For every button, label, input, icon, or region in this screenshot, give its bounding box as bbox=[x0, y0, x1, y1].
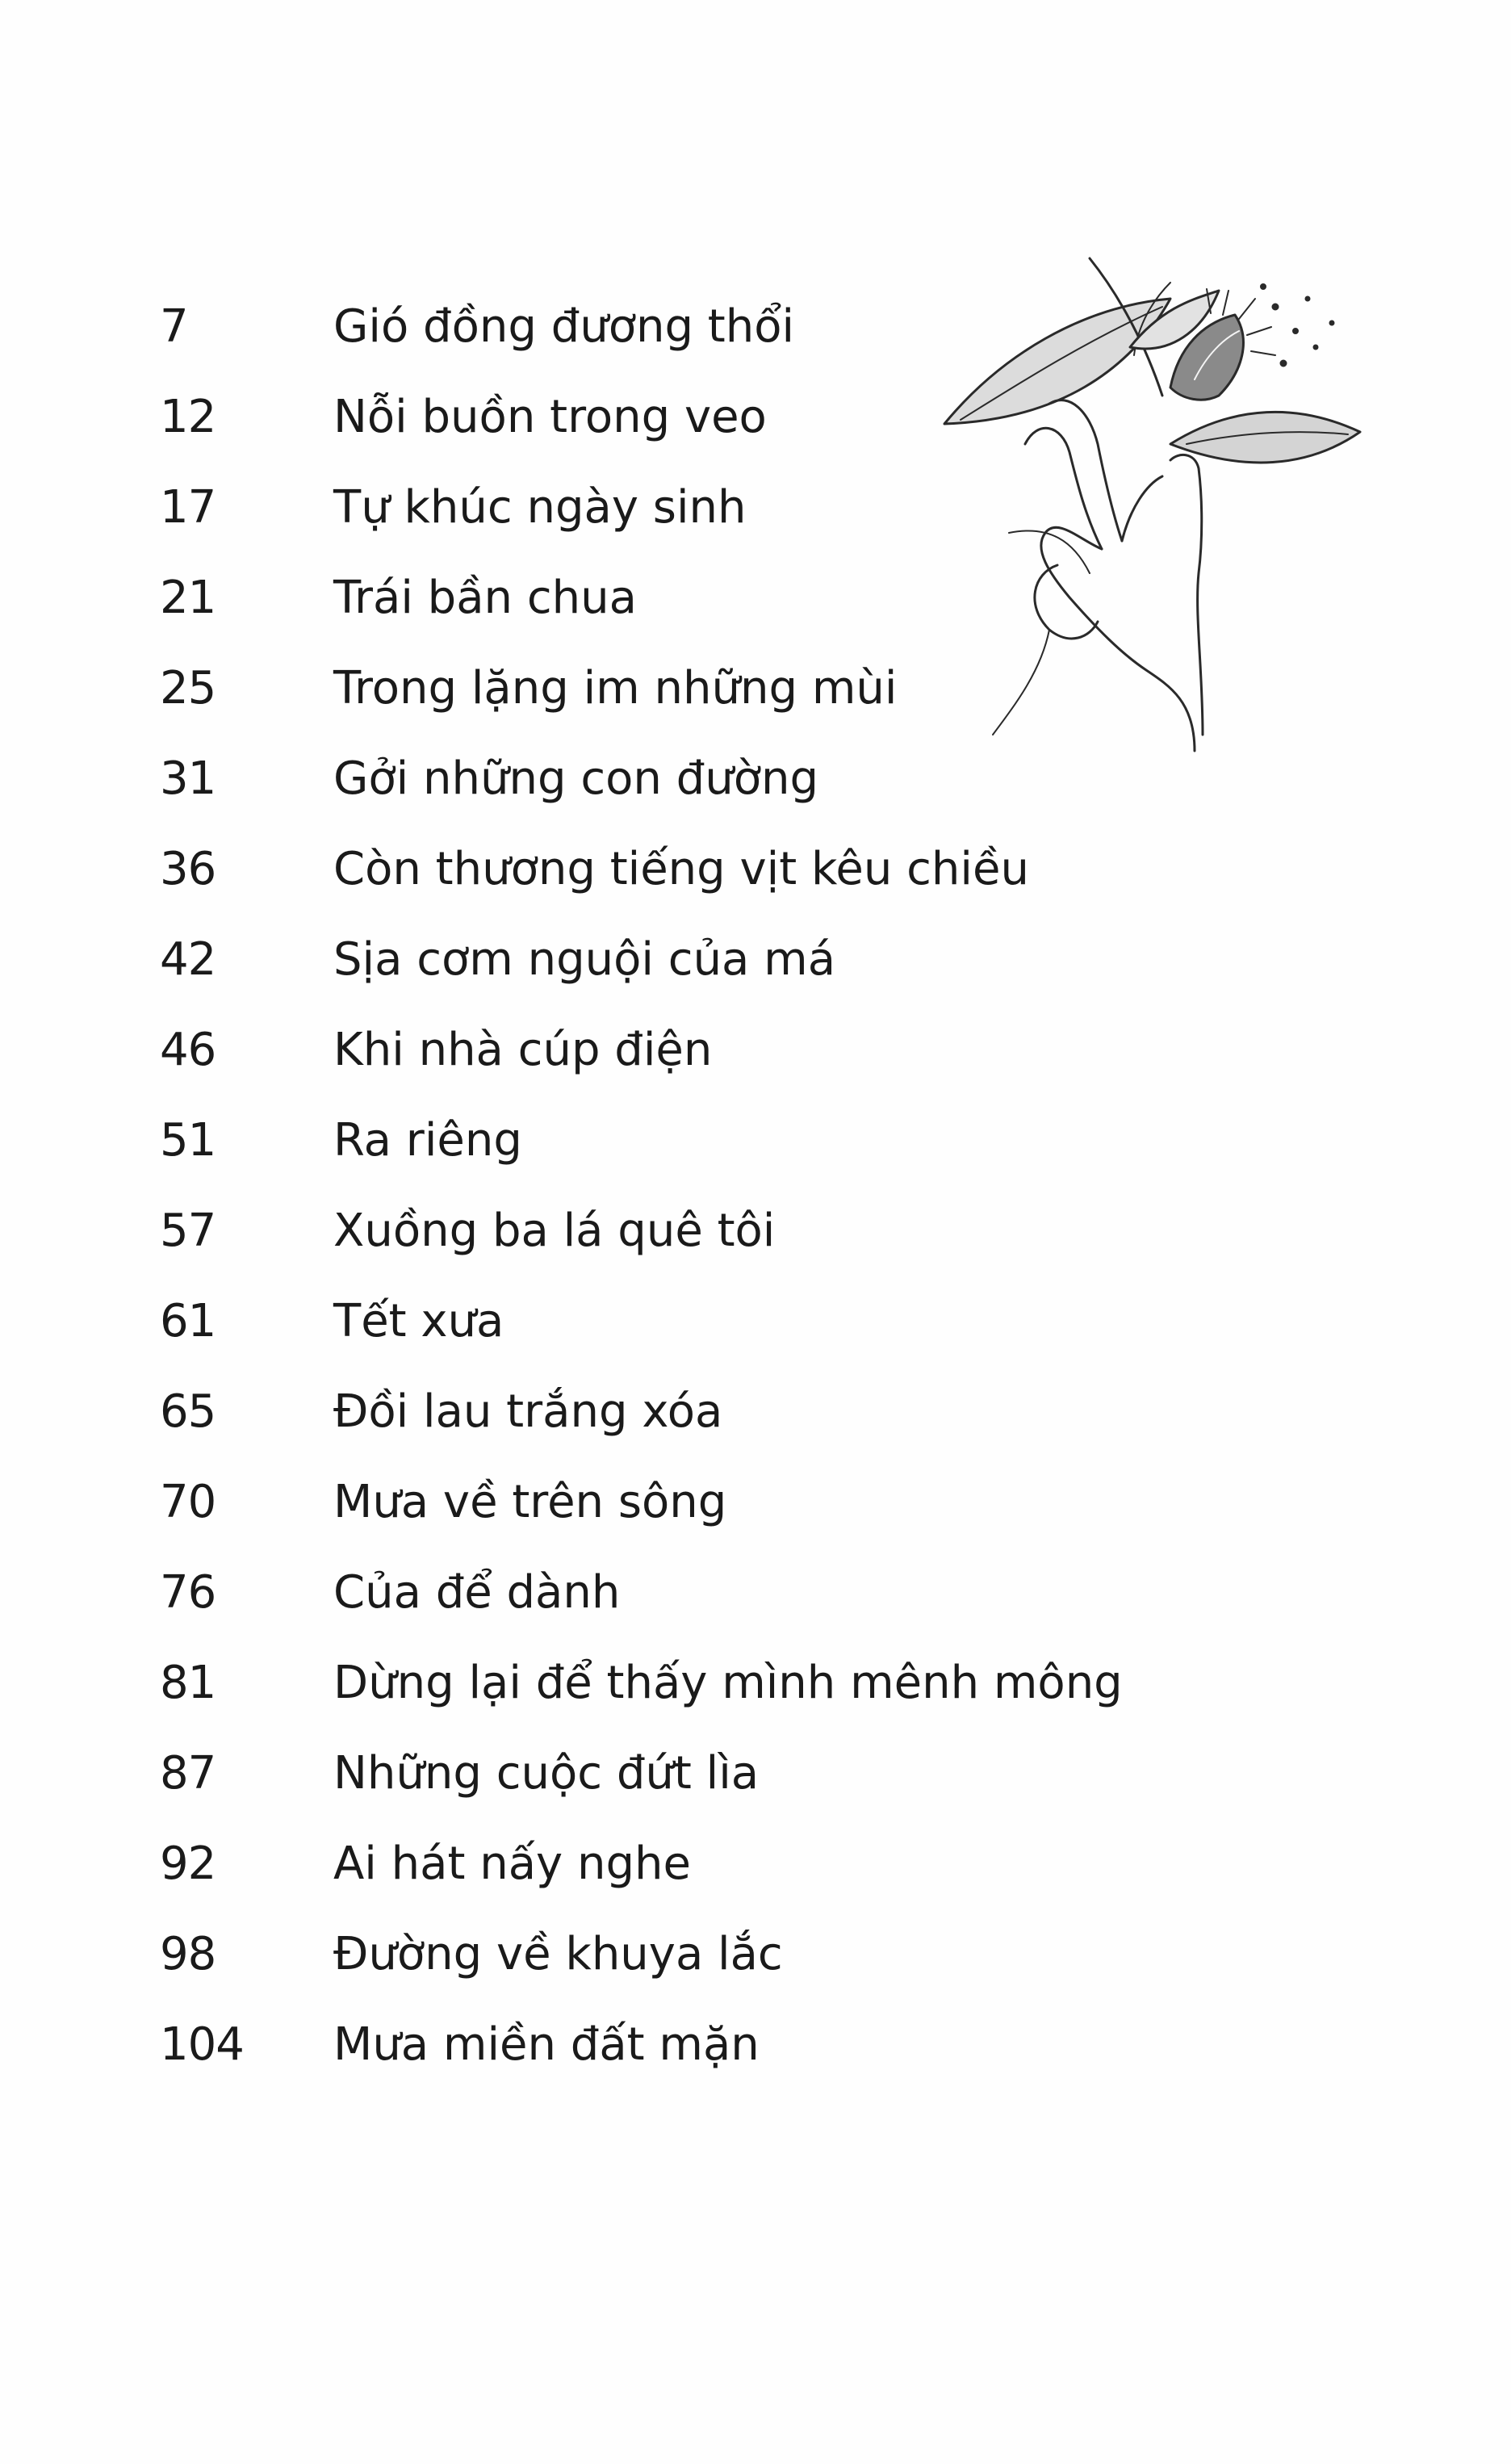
toc-page-number: 81 bbox=[160, 1657, 216, 1709]
toc-entry bbox=[160, 1289, 1128, 1380]
toc-page-number: 65 bbox=[160, 1385, 216, 1438]
toc-title: Những cuộc đứt lìa bbox=[333, 1747, 760, 1800]
toc-entry bbox=[160, 1108, 1128, 1199]
toc-page-number: 42 bbox=[160, 933, 216, 986]
toc-title: Xuồng ba lá quê tôi bbox=[333, 1205, 776, 1257]
toc-title: Gởi những con đường bbox=[333, 752, 819, 805]
toc-entry bbox=[160, 1018, 1128, 1108]
toc-page-number: 57 bbox=[160, 1205, 216, 1257]
toc-page-number: 21 bbox=[160, 572, 216, 624]
toc-title: Trái bần chua bbox=[333, 572, 637, 624]
toc-entry bbox=[160, 1741, 1128, 1832]
toc-title: Ra riêng bbox=[333, 1114, 522, 1167]
toc-page-number: 7 bbox=[160, 300, 188, 353]
toc-title: Dừng lại để thấy mình mênh mông bbox=[333, 1657, 1123, 1709]
toc-entry bbox=[160, 1470, 1128, 1561]
toc-title: Đồi lau trắng xóa bbox=[333, 1385, 723, 1438]
toc-title: Đường về khuya lắc bbox=[333, 1928, 783, 1980]
toc-title: Còn thương tiếng vịt kêu chiều bbox=[333, 843, 1029, 895]
toc-page-number: 92 bbox=[160, 1838, 216, 1890]
toc-page-number: 61 bbox=[160, 1295, 216, 1347]
toc-title: Tự khúc ngày sinh bbox=[333, 481, 747, 534]
toc-entry bbox=[160, 1380, 1128, 1470]
toc-page-number: 104 bbox=[160, 2018, 244, 2071]
toc-title: Sịa cơm nguội của má bbox=[333, 933, 836, 986]
toc-entry bbox=[160, 1199, 1128, 1289]
toc-page-number: 46 bbox=[160, 1024, 216, 1076]
toc-entry bbox=[160, 1922, 1128, 2013]
toc-title: Mưa miền đất mặn bbox=[333, 2018, 760, 2071]
toc-page-number: 17 bbox=[160, 481, 216, 534]
toc-title: Của để dành bbox=[333, 1566, 621, 1619]
toc-title: Khi nhà cúp điện bbox=[333, 1024, 713, 1076]
toc-title: Trong lặng im những mùi bbox=[333, 662, 898, 714]
toc-page-number: 31 bbox=[160, 752, 216, 805]
toc-title: Gió đồng đương thổi bbox=[333, 300, 795, 353]
toc-page-number: 98 bbox=[160, 1928, 216, 1980]
toc-entry bbox=[160, 1832, 1128, 1922]
toc-page-number: 87 bbox=[160, 1747, 216, 1800]
toc-page-number: 36 bbox=[160, 843, 216, 895]
toc-page-number: 25 bbox=[160, 662, 216, 714]
toc-title: Tết xưa bbox=[333, 1295, 504, 1347]
toc-page-number: 70 bbox=[160, 1476, 216, 1528]
toc-title: Ai hát nấy nghe bbox=[333, 1838, 691, 1890]
toc-entry bbox=[160, 837, 1128, 928]
toc-title: Mưa về trên sông bbox=[333, 1476, 727, 1528]
toc-title: Nỗi buồn trong veo bbox=[333, 391, 767, 443]
toc-entry bbox=[160, 1561, 1128, 1651]
toc-entry bbox=[160, 2013, 1128, 2103]
hand-holding-flower-sketch-icon bbox=[928, 250, 1380, 767]
toc-page-number: 12 bbox=[160, 391, 216, 443]
toc-entry bbox=[160, 1651, 1128, 1741]
toc-page-number: 51 bbox=[160, 1114, 216, 1167]
toc-page-number: 76 bbox=[160, 1566, 216, 1619]
toc-entry bbox=[160, 928, 1128, 1018]
